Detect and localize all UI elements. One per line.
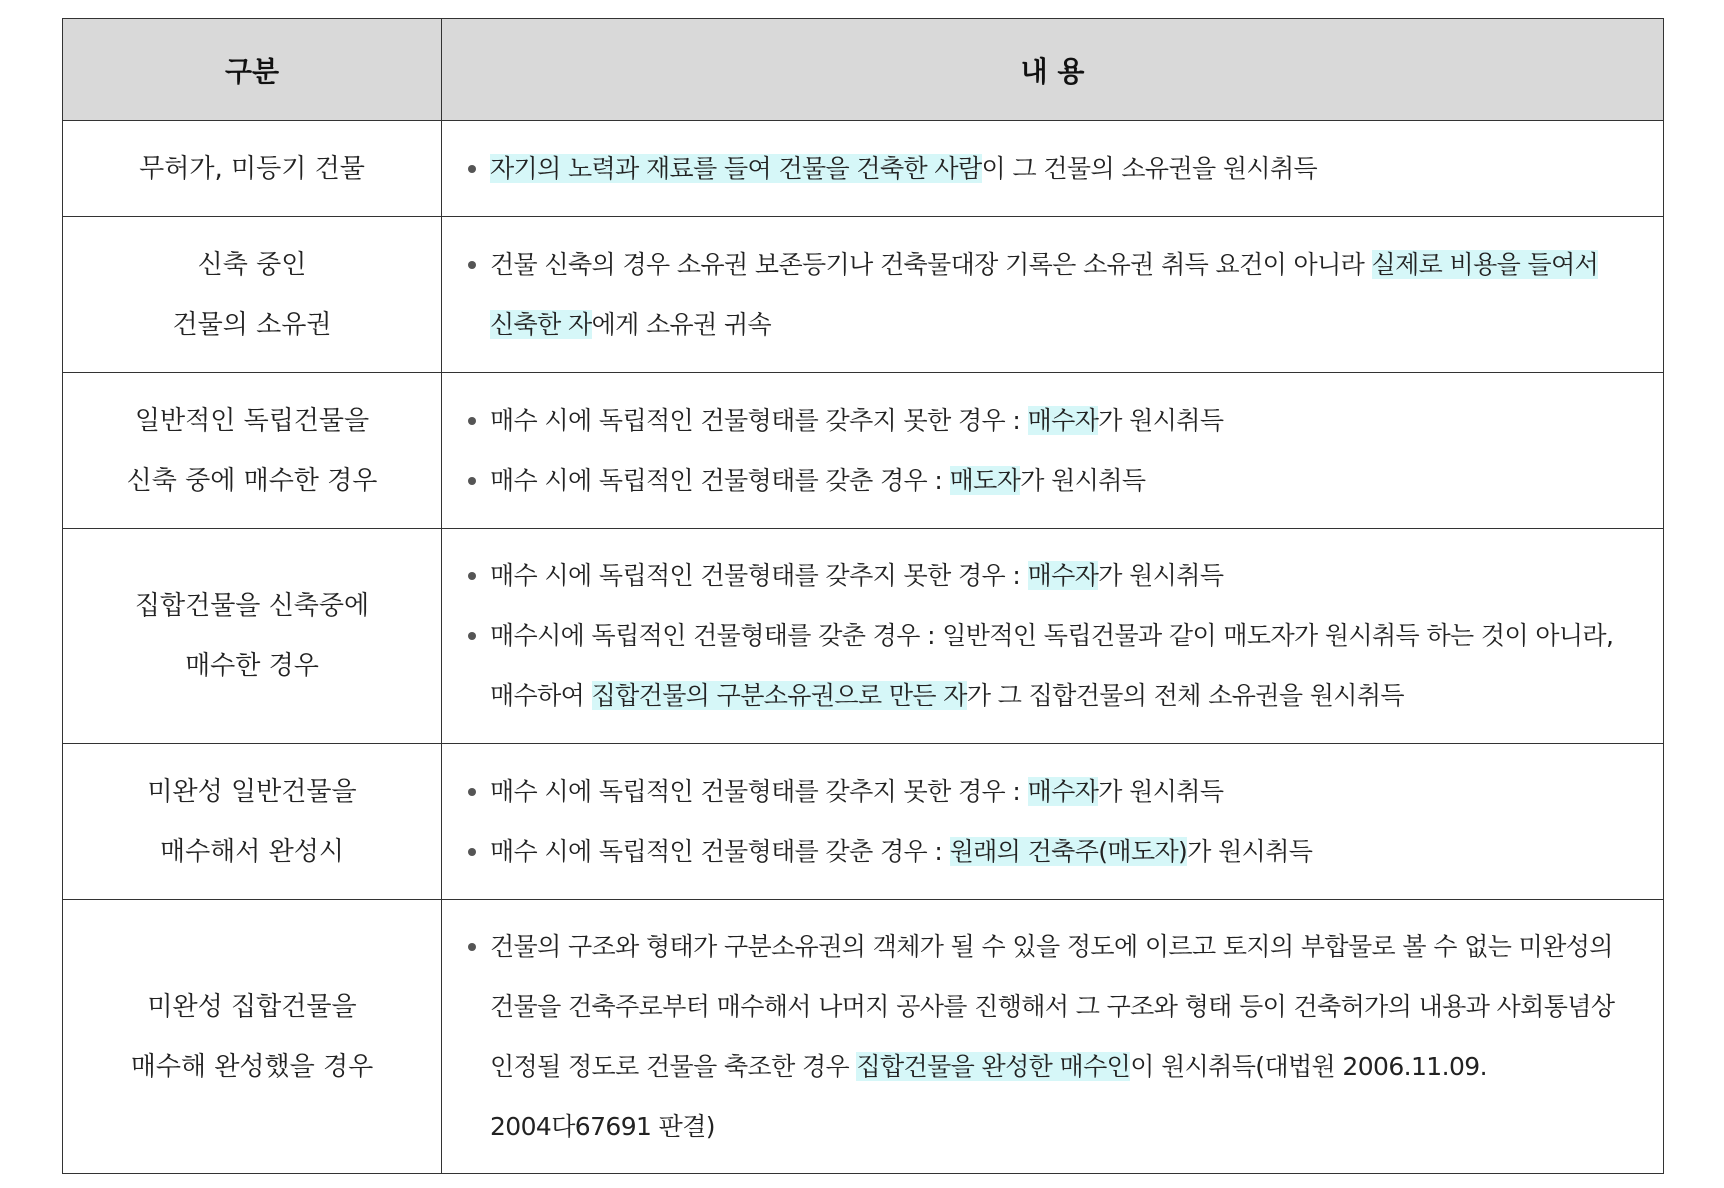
bullet-item xyxy=(466,546,1643,606)
highlighted-text: 매수자 xyxy=(1027,405,1099,435)
table-row xyxy=(63,373,1664,529)
plain-text: 매수 시에 독립적인 건물형태를 갖춘 경우 : xyxy=(490,836,950,866)
plain-text: 건물 신축의 경우 소유권 보존등기나 건축물대장 기록은 소유권 취득 요건이 아니라 xyxy=(490,249,1372,279)
bullet-list xyxy=(466,762,1643,882)
highlighted-text: 실제로 비용을 들여서 신축한 자 xyxy=(490,249,1599,339)
table-row xyxy=(63,900,1664,1174)
plain-text: 가 원시취득 xyxy=(1187,836,1313,866)
highlighted-text: 매도자 xyxy=(949,465,1021,495)
table-row xyxy=(63,529,1664,744)
bullet-item xyxy=(466,451,1643,511)
bullet-list xyxy=(466,139,1643,199)
bullet-list xyxy=(466,917,1643,1157)
highlighted-text: 집합건물을 완성한 매수인 xyxy=(856,1051,1131,1081)
content-cell xyxy=(442,121,1664,217)
plain-text: 매수 시에 독립적인 건물형태를 갖춘 경우 : xyxy=(490,465,950,495)
content-cell xyxy=(442,217,1664,373)
category-line: 신축 중인 xyxy=(197,249,307,280)
category-cell xyxy=(63,529,442,744)
plain-text: 가 원시취득 xyxy=(1098,405,1224,435)
category-cell xyxy=(63,217,442,373)
header-category: 구분 xyxy=(63,19,442,121)
plain-text: 가 원시취득 xyxy=(1020,465,1146,495)
header-content: 내 용 xyxy=(442,19,1664,121)
category-line: 매수해 완성했을 경우 xyxy=(130,1051,374,1082)
highlighted-text: 자기의 노력과 재료를 들여 건물을 건축한 사람 xyxy=(490,153,982,183)
plain-text: 가 원시취득 xyxy=(1098,776,1224,806)
content-cell xyxy=(442,744,1664,900)
plain-text: 가 원시취득 xyxy=(1098,561,1224,590)
bullet-item xyxy=(466,606,1643,726)
header-row xyxy=(63,19,1664,121)
highlighted-text: 매수자 xyxy=(1027,561,1099,590)
category-cell xyxy=(63,744,442,900)
table-body xyxy=(63,121,1664,1174)
plain-text: 이 그 건물의 소유권을 원시취득 xyxy=(981,153,1318,183)
plain-text: 이 원시취득(대법원 2006.11.09. 2004다67691 판결) xyxy=(490,1051,1487,1141)
category-line: 일반적인 독립건물을 xyxy=(134,405,370,436)
category-line: 집합건물을 신축중에 xyxy=(134,591,370,621)
bullet-item xyxy=(466,762,1643,822)
category-line: 미완성 일반건물을 xyxy=(147,776,357,807)
content-cell xyxy=(442,529,1664,744)
plain-text: 에게 소유권 귀속 xyxy=(591,309,772,339)
plain-text: 매수 시에 독립적인 건물형태를 갖추지 못한 경우 : xyxy=(490,561,1028,590)
category-cell xyxy=(63,900,442,1174)
content-cell xyxy=(442,900,1664,1174)
bullet-item xyxy=(466,822,1643,882)
highlighted-text: 원래의 건축주(매도자) xyxy=(949,836,1188,866)
category-line: 미완성 집합건물을 xyxy=(147,991,357,1022)
content-cell xyxy=(442,373,1664,529)
highlighted-text: 집합건물의 구분소유권으로 만든 자 xyxy=(591,681,967,710)
highlighted-text: 매수자 xyxy=(1027,776,1099,806)
bullet-item xyxy=(466,235,1643,355)
category-cell xyxy=(63,121,442,217)
plain-text: 가 그 집합건물의 전체 소유권을 원시취득 xyxy=(966,681,1404,710)
category-cell xyxy=(63,373,442,529)
category-line: 매수한 경우 xyxy=(185,651,319,681)
category-line: 매수해서 완성시 xyxy=(159,836,345,867)
category-line: 건물의 소유권 xyxy=(172,309,332,340)
plain-text: 매수 시에 독립적인 건물형태를 갖추지 못한 경우 : xyxy=(490,405,1028,435)
table-row xyxy=(63,744,1664,900)
bullet-item xyxy=(466,391,1643,451)
bullet-list xyxy=(466,391,1643,511)
plain-text: 매수 시에 독립적인 건물형태를 갖추지 못한 경우 : xyxy=(490,776,1028,806)
table-row xyxy=(63,217,1664,373)
category-line: 무허가, 미등기 건물 xyxy=(139,153,365,184)
bullet-item xyxy=(466,139,1643,199)
ownership-table xyxy=(62,18,1664,1174)
category-line: 신축 중에 매수한 경우 xyxy=(126,465,378,496)
bullet-list xyxy=(466,546,1643,726)
bullet-list xyxy=(466,235,1643,355)
table-row xyxy=(63,121,1664,217)
plain-text: 건물의 구조와 형태가 구분소유권의 객체가 될 수 있을 정도에 이르고 토지의 부합물로 볼 수 없는 미완성의 건물을 건축주로부터 매수해서 나머지 공사를 진행해서 그 구조와 형태 등이 건축허가의 내용과 사회통념상 인정될 정도로 건물을 축조한 경우 xyxy=(490,931,1615,1081)
plain-text: 매수시에 독립적인 건물형태를 갖춘 경우 : 일반적인 독립건물과 같이 매도자가 원시취득 하는 것이 아니라, 매수하여 xyxy=(490,621,1614,710)
bullet-item xyxy=(466,917,1643,1157)
